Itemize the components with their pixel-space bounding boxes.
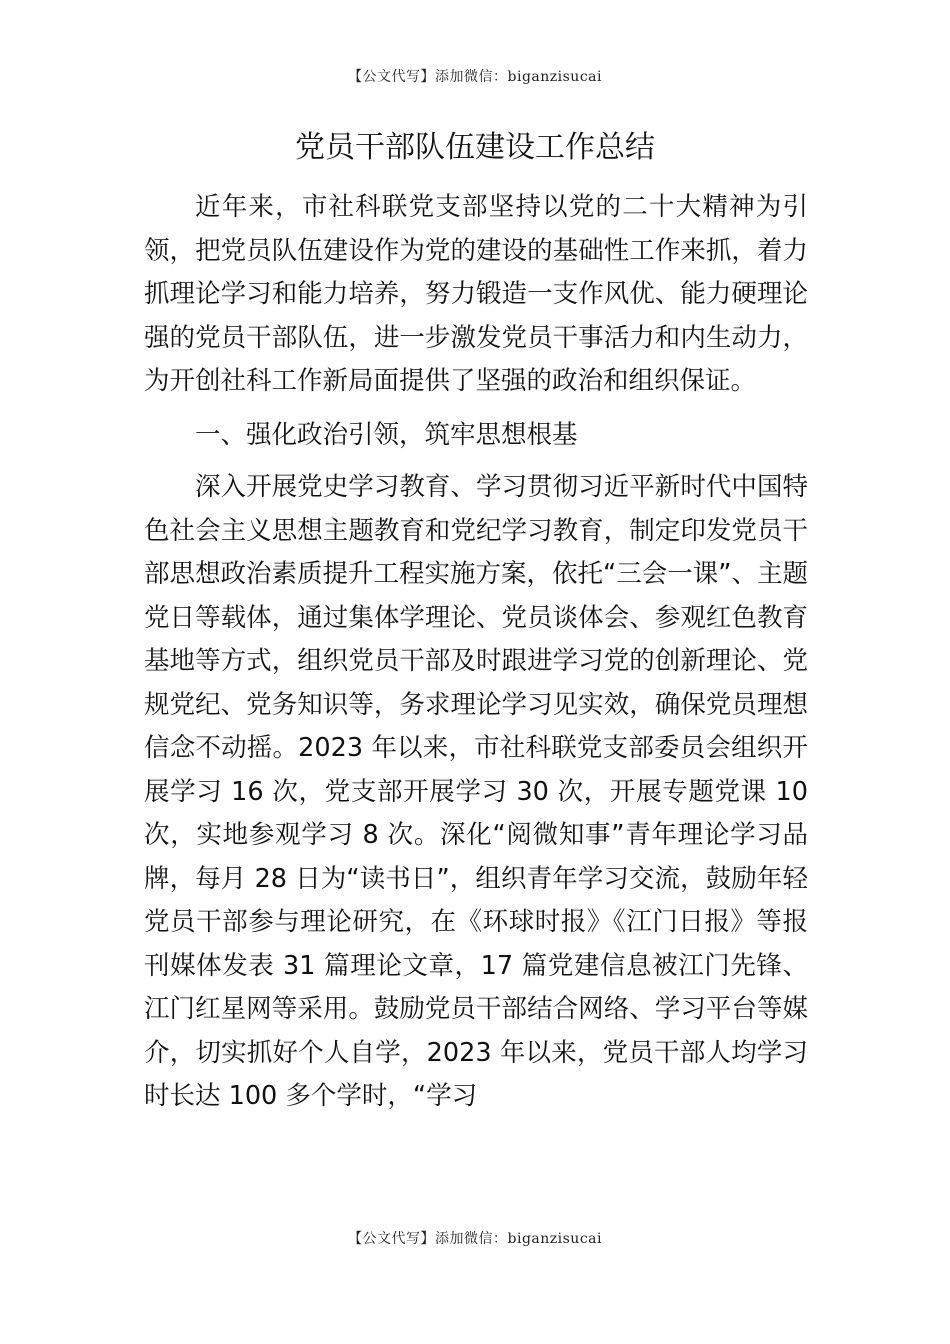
section-1-paragraph: 深入开展党史学习教育、学习贯彻习近平新时代中国特色社会主义思想主题教育和党纪学习教育，制定印发党员干部思想政治素质提升工程实施方案，依托“三会一课”、主题党日等载体，通过集体学理论、党员谈体会、参观红色教育基地等方式，组织党员干部及时跟进学习党的创新理论、党规党纪、党务知识等，务求理论学习见实效，确保党员理想信念不动摇。2023 年以来，市社科联党支部委员会组织开展学习 16 次，党支部开展学习 30 次，开展专题党课 10 次，实地参观学习 8 次。深化“阅微知事”青年理论学习品牌，每月 28 日为“读书日”，组织青年学习交流，鼓励年轻党员干部参与理论研究，在《环球时报》《江门日报》等报刊媒体发表 31 篇理论文章，17 篇党建信息被江门先锋、江门红星网等采用。鼓励党员干部结合网络、学习平台等媒介，切实抓好个人自学，2023 年以来，党员干部人均学习时长达 100 多个学时，“学习: [144, 472, 808, 1111]
document-title: 党员干部队伍建设工作总结: [295, 130, 655, 165]
header-watermark: 【公文代写】添加微信：biganzisucai: [348, 69, 602, 85]
footer-watermark: 【公文代写】添加微信：biganzisucai: [348, 1231, 602, 1247]
document-body: [144, 186, 808, 1119]
intro-paragraph: 近年来，市社科联党支部坚持以党的二十大精神为引领，把党员队伍建设作为党的建设的基础性工作来抓，着力抓理论学习和能力培养，努力锻造一支作风优、能力硬理论强的党员干部队伍，进一步激发党员干事活力和内生动力，为开创社科工作新局面提供了坚强的政治和组织保证。: [144, 192, 808, 396]
section-1-heading: 一、强化政治引领，筑牢思想根基: [195, 419, 578, 450]
